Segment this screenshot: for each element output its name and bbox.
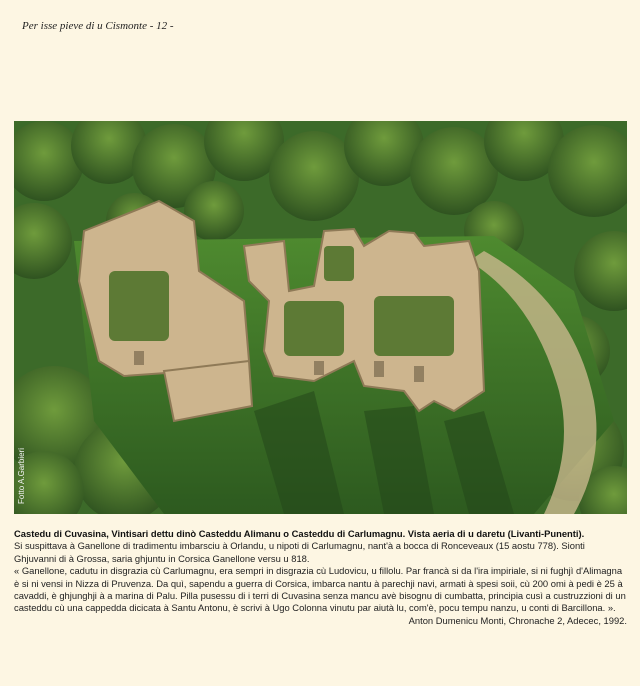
ruins-illustration xyxy=(14,121,627,514)
caption-block xyxy=(14,528,627,627)
caption-quote: « Ganellone, cadutu in disgrazia cù Carlumagnu, era sempri in disgrazia cù Ludovicu, u fillolu. Par francà si da l'ira impiriale, si ni fughjì d'Alimagna è si ni vensi in Nizza di Pruvenza. Da quì, sapendu a guerra di Corsica, imbarca nantu à parechji navi, armati à spesi soii, cù 200 omi à pedi è 25 à cavaddi, è ghjunghji à a marina di Palu. Pilla pusessu di i terri di Cuvasina senza mancu avè bisognu di cumbatta, principia cusì a custruzzioni di un casteddu cù una cappedda dicicata à Santu Antonu, è scrivi à Ugo Colonna vinutu par aiutà lu, com'è, pocu tempu nanzu, u conti di Barcillona. ». xyxy=(14,565,626,614)
aerial-photo-castle-ruins xyxy=(14,121,627,514)
caption-source: Anton Dumenicu Monti, Chronache 2, Adecec, 1992. xyxy=(408,614,627,626)
page-header: Per isse pieve di u Cismonte - 12 - xyxy=(22,20,174,32)
caption-paragraph: Si suspittava à Ganellone di tradimentu imbarsciu à Orlandu, u nipoti di Carlumagnu, nant'à a bocca di Ronceveaux (15 aostu 778). Sionti Ghjuvanni di à Grossa, saria ghjuntu in Corsica Ganellone versu u 818. xyxy=(14,540,585,564)
photo-credit: Fotto A.Garbieri xyxy=(17,447,26,504)
caption-title: Castedu di Cuvasina, Vintisari dettu dinò Casteddu Alimanu o Casteddu di Carlumagnu. Vista aeria di u daretu (Livanti-Punenti). xyxy=(14,528,585,539)
